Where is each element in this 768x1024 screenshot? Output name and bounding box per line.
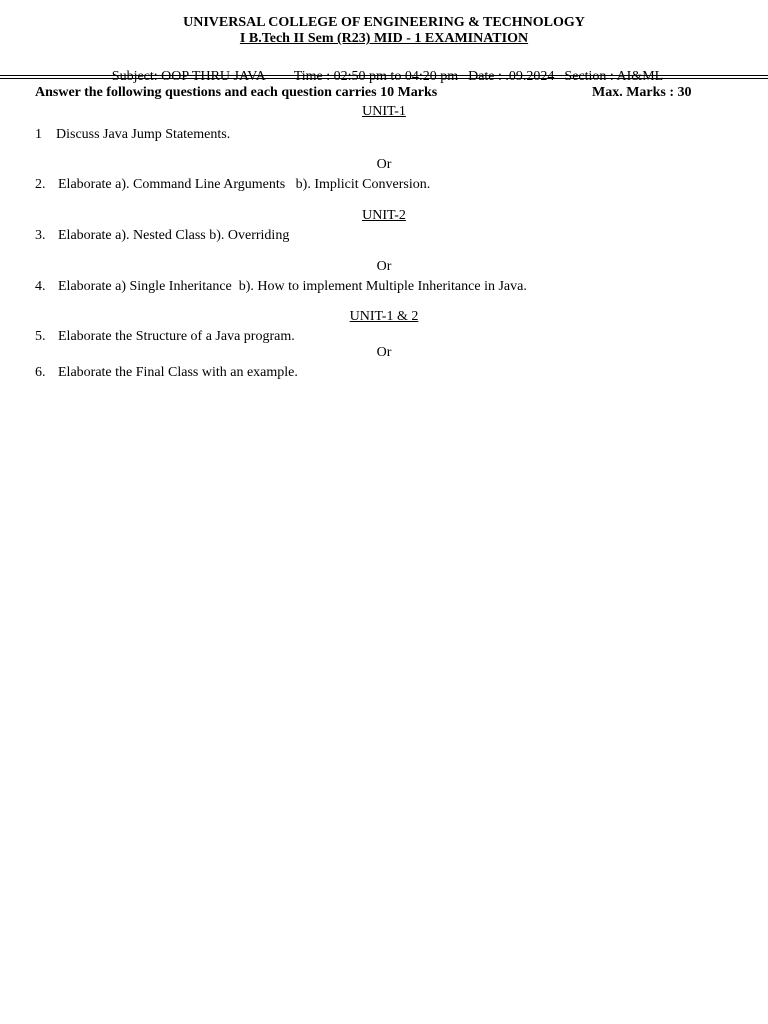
unit-heading-label: UNIT-1 <box>362 104 406 119</box>
subject-text: Subject: OOP THRU JAVA <box>111 69 266 84</box>
question-item <box>35 228 289 244</box>
or-separator: Or <box>376 259 392 274</box>
question-item <box>35 127 230 143</box>
time-text: Time : 02:50 pm to 04:20 pm <box>293 69 459 84</box>
header-divider-top <box>0 75 768 76</box>
unit-heading-2 <box>0 208 768 224</box>
question-text: Elaborate a) Single Inheritance b). How to implement Multiple Inheritance in Java. <box>58 279 527 294</box>
max-marks-text: Max. Marks : 30 <box>592 85 692 100</box>
section-text: Section : AI&ML <box>564 69 664 84</box>
question-number: 1 <box>35 127 42 142</box>
question-text: Elaborate a). Command Line Arguments b). Implicit Conversion. <box>58 177 431 192</box>
question-text: Elaborate the Final Class with an example. <box>58 365 298 380</box>
question-number: 6. <box>35 365 46 380</box>
question-number: 5. <box>35 329 46 344</box>
instructions-text: Answer the following questions and each question carries 10 Marks <box>35 85 438 100</box>
question-item <box>35 365 298 381</box>
question-number: 4. <box>35 279 46 294</box>
college-name: UNIVERSAL COLLEGE OF ENGINEERING & TECHNOLOGY <box>183 15 585 30</box>
question-item <box>35 329 295 345</box>
unit-heading-12 <box>0 309 768 325</box>
unit-heading-label: UNIT-1 & 2 <box>349 309 419 324</box>
unit-heading-label: UNIT-2 <box>362 208 406 223</box>
date-text: Date : .09.2024 <box>468 69 555 84</box>
or-separator: Or <box>376 345 392 360</box>
question-text: Elaborate the Structure of a Java program. <box>58 329 295 344</box>
exam-title: I B.Tech II Sem (R23) MID - 1 EXAMINATION <box>239 31 529 46</box>
question-number: 2. <box>35 177 46 192</box>
question-item <box>35 279 527 295</box>
question-text: Elaborate a). Nested Class b). Overriding <box>58 228 290 243</box>
exam-meta-line <box>0 53 768 85</box>
question-number: 3. <box>35 228 46 243</box>
header-divider-bottom <box>0 78 768 79</box>
exam-header <box>0 15 768 47</box>
question-text: Discuss Java Jump Statements. <box>56 127 231 142</box>
unit-heading-1 <box>0 104 768 120</box>
question-item <box>35 177 430 193</box>
or-separator: Or <box>376 157 392 172</box>
